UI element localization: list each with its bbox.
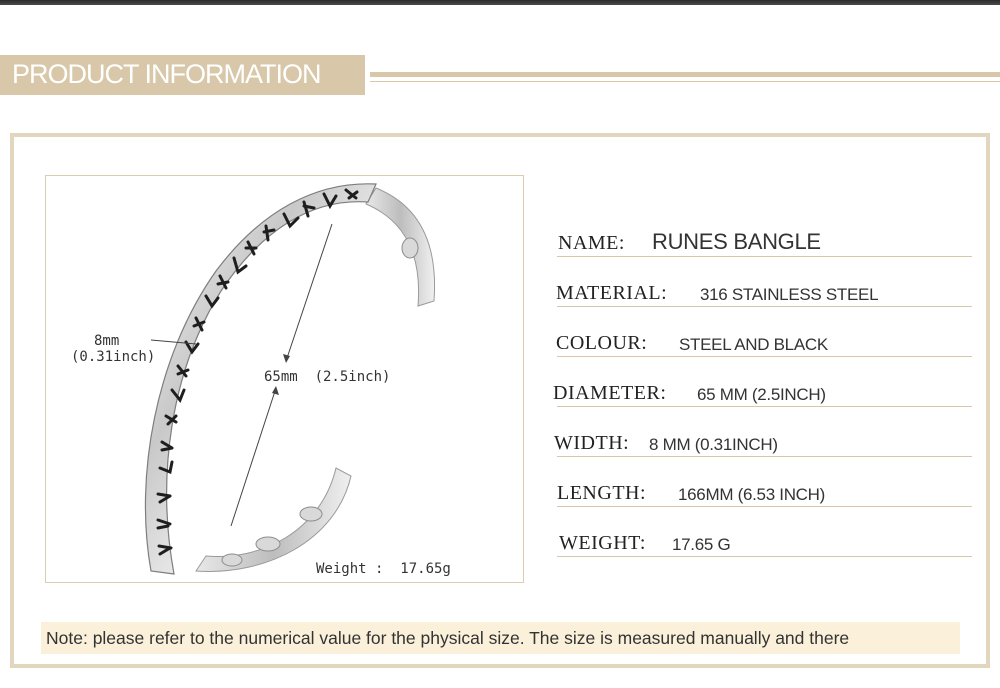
bangle-inner-surface: [366, 188, 435, 306]
diameter-label: 65mm (2.5inch): [264, 369, 391, 385]
spec-row-width: [552, 407, 972, 457]
spec-value: RUNES BANGLE: [652, 229, 821, 254]
spec-row-colour: [552, 307, 972, 357]
section-title: PRODUCT INFORMATION: [12, 59, 321, 89]
product-photo: [45, 175, 524, 583]
weight-label: Weight : 17.65g: [316, 561, 451, 577]
spec-row-material: [552, 257, 972, 307]
header-rule-thin: [370, 81, 1000, 82]
magnet-dot: [256, 537, 280, 551]
spec-row-diameter: [552, 357, 972, 407]
spec-label: COLOUR:: [556, 332, 648, 354]
spec-value: 8 MM (0.31INCH): [649, 435, 778, 454]
width-label-inch: (0.31inch): [71, 349, 156, 365]
spec-row-name: [552, 207, 972, 257]
header-rule: [370, 72, 1000, 77]
note-banner: [41, 622, 960, 654]
note-text: Note: please refer to the numerical value for the physical size. The size is measured manually and there: [46, 628, 850, 648]
diameter-measure-line: [231, 388, 276, 526]
magnet-dot: [402, 238, 418, 258]
diameter-measure-line: [286, 224, 332, 361]
magnet-dot: [222, 554, 242, 566]
spec-row-weight: [552, 507, 972, 557]
bangle-inner-bottom: [196, 468, 351, 571]
spec-value: 166MM (6.53 INCH): [678, 485, 825, 504]
spec-label: DIAMETER:: [553, 382, 667, 404]
spec-value: 316 STAINLESS STEEL: [700, 285, 879, 304]
top-dark-strip: [0, 0, 1000, 5]
spec-label: MATERIAL:: [556, 282, 668, 304]
magnet-dot: [300, 507, 322, 521]
spec-label: NAME:: [558, 232, 625, 254]
section-header-tab: [0, 55, 365, 95]
spec-label: LENGTH:: [557, 482, 647, 504]
spec-value: STEEL AND BLACK: [679, 335, 828, 354]
spec-label: WEIGHT:: [559, 532, 646, 554]
spec-value: 65 MM (2.5INCH): [697, 385, 826, 404]
spec-divider: [557, 556, 972, 557]
spec-label: WIDTH:: [554, 432, 630, 454]
spec-value: 17.65 G: [672, 535, 731, 554]
spec-row-length: [552, 457, 972, 507]
product-info-panel: [10, 133, 990, 668]
width-label-mm: 8mm: [94, 333, 120, 349]
